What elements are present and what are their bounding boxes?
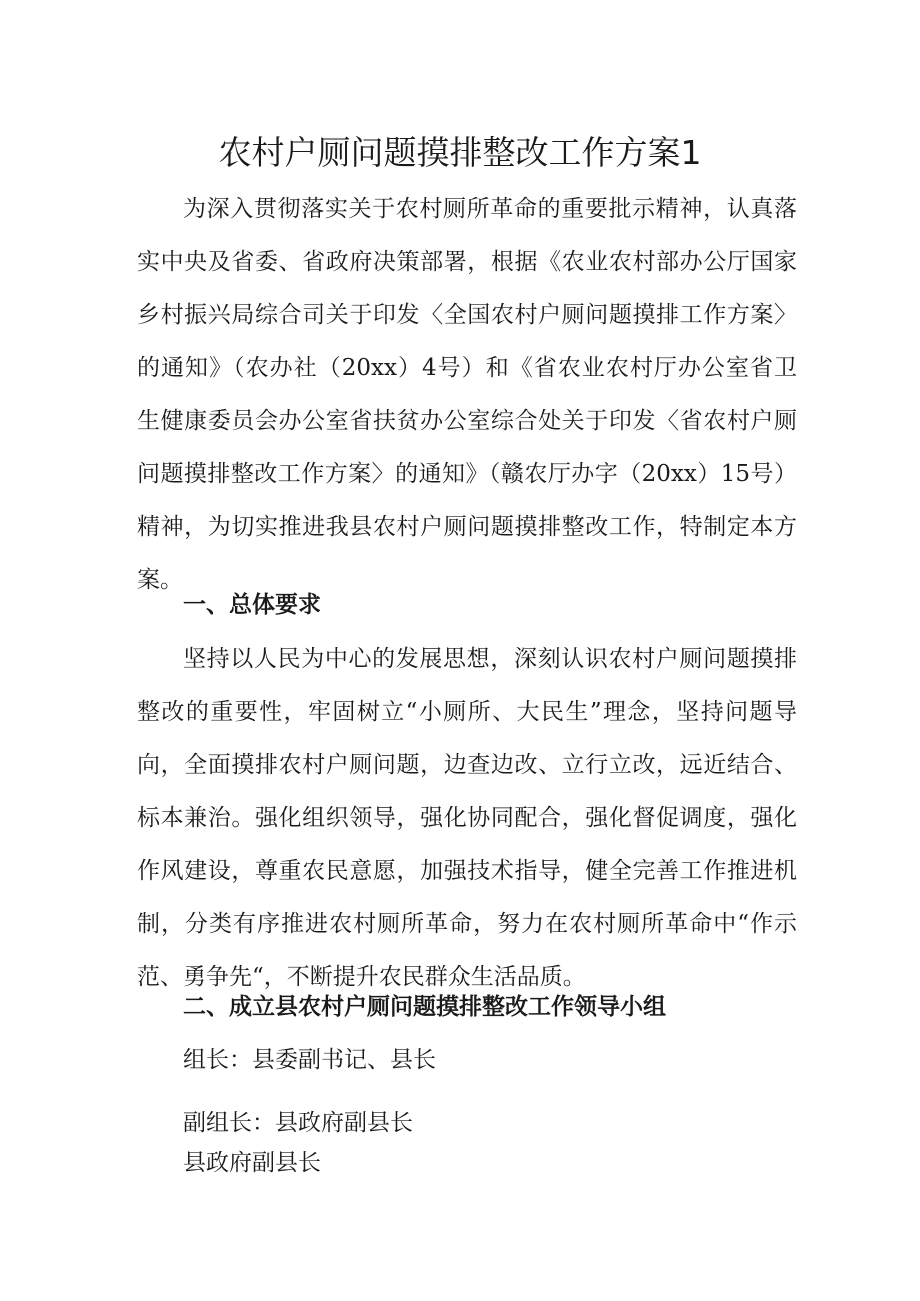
section-heading-leading-group: 二、成立县农村户厕问题摸排整改工作领导小组	[183, 993, 666, 1020]
section-heading-general-requirements: 一、总体要求	[183, 591, 321, 618]
paragraph-line: 的通知》（农办社（20xx）4号）和《省农业农村厅办公室省卫	[137, 355, 797, 381]
paragraph-line: 精神，为切实推进我县农村户厕问题摸排整改工作，特制定本方	[137, 514, 797, 540]
paragraph-line: 向，全面摸排农村户厕问题，边查边改、立行立改，远近结合、	[137, 752, 797, 778]
paragraph-line: 作风建设，尊重农民意愿，加强技术指导，健全完善工作推进机	[137, 858, 797, 884]
document-title: 农村户厕问题摸排整改工作方案1	[218, 133, 702, 172]
paragraph-line: 乡村振兴局综合司关于印发〈全国农村户厕问题摸排工作方案〉	[137, 302, 797, 328]
deputy-leader-line-2: 县政府副县长	[183, 1150, 321, 1176]
paragraph-line: 生健康委员会办公室省扶贫办公室综合处关于印发〈省农村户厕	[137, 408, 797, 434]
paragraph-line: 问题摸排整改工作方案〉的通知》（赣农厅办字（20xx）15号）	[137, 461, 797, 487]
paragraph-line: 实中央及省委、省政府决策部署，根据《农业农村部办公厅国家	[137, 249, 797, 275]
general-requirements-paragraph	[137, 633, 797, 1004]
group-leader-line: 组长：县委副书记、县长	[183, 1047, 436, 1073]
paragraph-line: 范、勇争先“，不断提升农民群众生活品质。	[137, 964, 586, 990]
paragraph-line: 案。	[137, 567, 183, 593]
paragraph-line: 为深入贯彻落实关于农村厕所革命的重要批示精神，认真落	[183, 196, 797, 222]
deputy-leader-line: 副组长：县政府副县长	[183, 1110, 413, 1136]
paragraph-line: 制，分类有序推进农村厕所革命，努力在农村厕所革命中“作示	[137, 911, 797, 937]
paragraph-line: 坚持以人民为中心的发展思想，深刻认识农村户厕问题摸排	[183, 646, 797, 672]
intro-paragraph	[137, 183, 797, 607]
paragraph-line: 整改的重要性，牢固树立“小厕所、大民生”理念，坚持问题导	[137, 699, 797, 725]
paragraph-line: 标本兼治。强化组织领导，强化协同配合，强化督促调度，强化	[137, 805, 797, 831]
